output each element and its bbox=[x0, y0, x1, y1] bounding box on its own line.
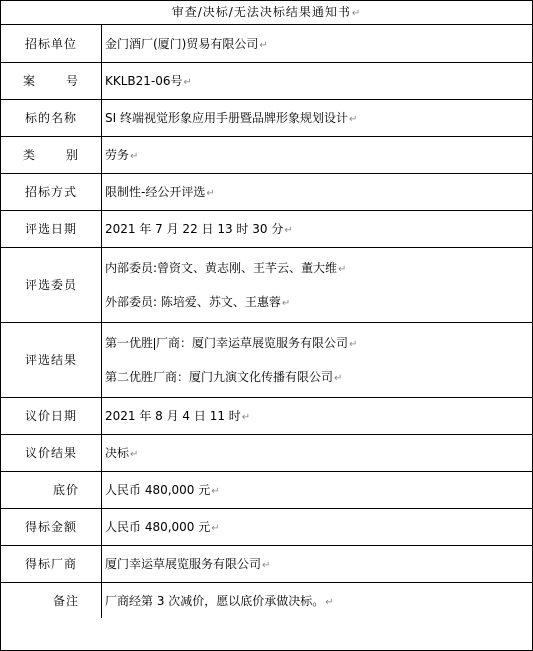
document-title-text: 审查/决标/无法决标结果通知书 bbox=[171, 5, 351, 19]
row-eval-date bbox=[1, 210, 532, 247]
committee-internal: 内部委员:曾资文、黄志刚、王芊云、董大维↵ bbox=[105, 261, 347, 275]
label-winner: 得标厂商 bbox=[1, 545, 102, 582]
paragraph-mark-icon: ↵ bbox=[130, 449, 139, 460]
paragraph-mark-icon: ↵ bbox=[211, 523, 220, 534]
paragraph-mark-icon: ↵ bbox=[211, 486, 220, 497]
value-award-amount: 人民币 480,000 元↵ bbox=[102, 508, 533, 545]
row-committee bbox=[1, 247, 532, 322]
result-first: 第一优胜 厂商：厦门幸运草展览服务有限公司↵ bbox=[105, 336, 358, 350]
label-method: 招标方式 bbox=[1, 173, 102, 210]
value-result bbox=[102, 322, 533, 397]
document-title bbox=[1, 1, 532, 25]
value-case-no: KKLB21-06号↵ bbox=[102, 62, 533, 99]
notice-table bbox=[1, 25, 532, 618]
result-second: 第二优胜厂商：厦门九演文化传播有限公司↵ bbox=[105, 370, 343, 384]
label-subject: 标的名称 bbox=[1, 99, 102, 136]
value-remark: 厂商经第 3 次减价，愿以底价承做决标。↵ bbox=[105, 593, 334, 608]
label-nego-date: 议价日期 bbox=[1, 397, 102, 434]
row-award-amount bbox=[1, 508, 532, 545]
value-base-price: 人民币 480,000 元↵ bbox=[102, 471, 533, 508]
paragraph-mark-icon: ↵ bbox=[206, 188, 215, 199]
value-nego-result: 决标↵ bbox=[102, 434, 533, 471]
paragraph-mark-icon: ↵ bbox=[338, 264, 347, 275]
row-method bbox=[1, 173, 532, 210]
row-result bbox=[1, 322, 532, 397]
label-committee: 评选委员 bbox=[1, 247, 102, 322]
paragraph-mark-icon: ↵ bbox=[262, 560, 271, 571]
paragraph-mark-icon: ↵ bbox=[334, 373, 343, 384]
paragraph-mark-icon: ↵ bbox=[130, 151, 139, 162]
committee-external: 外部委员: 陈培爱、苏文、王惠蓉↵ bbox=[105, 295, 291, 309]
paragraph-mark-icon: ↵ bbox=[349, 339, 358, 350]
label-result: 评选结果 bbox=[1, 322, 102, 397]
value-subject: SI 终端视觉形象应用手册暨品牌形象规划设计↵ bbox=[102, 99, 533, 136]
label-case-no: 案 号 bbox=[1, 62, 102, 99]
text-cursor-icon bbox=[154, 338, 155, 350]
label-nego-result: 议价结果 bbox=[1, 434, 102, 471]
label-remark: 备注 bbox=[1, 582, 102, 618]
paragraph-mark-icon: ↵ bbox=[348, 114, 358, 125]
label-award-amount: 得标金额 bbox=[1, 508, 102, 545]
value-bidder: 金门酒厂(厦门)贸易有限公司↵ bbox=[102, 25, 533, 62]
paragraph-mark-icon: ↵ bbox=[259, 39, 268, 51]
label-base-price: 底价 bbox=[1, 471, 102, 508]
row-base-price bbox=[1, 471, 532, 508]
label-eval-date: 评选日期 bbox=[1, 210, 102, 247]
paragraph-mark-icon: ↵ bbox=[281, 298, 291, 309]
label-bidder: 招标单位 bbox=[1, 25, 102, 62]
paragraph-mark-icon: ↵ bbox=[183, 77, 192, 88]
row-subject bbox=[1, 99, 532, 136]
label-category: 类 别 bbox=[1, 136, 102, 173]
row-category bbox=[1, 136, 532, 173]
paragraph-mark-icon: ↵ bbox=[284, 225, 293, 236]
row-nego-result bbox=[1, 434, 532, 471]
value-committee bbox=[102, 247, 533, 322]
row-case-no bbox=[1, 62, 532, 99]
value-winner: 厦门幸运草展览服务有限公司↵ bbox=[102, 545, 533, 582]
row-nego-date bbox=[1, 397, 532, 434]
row-winner bbox=[1, 545, 532, 582]
value-eval-date: 2021 年 7 月 22 日 13 时 30 分↵ bbox=[102, 210, 533, 247]
value-method: 限制性-经公开评选↵ bbox=[102, 173, 533, 210]
row-bidder bbox=[1, 25, 532, 62]
paragraph-mark-icon: ↵ bbox=[325, 596, 334, 608]
paragraph-mark-icon: ↵ bbox=[241, 412, 251, 423]
row-remark bbox=[1, 582, 532, 618]
value-nego-date: 2021 年 8 月 4 日 11 时↵ bbox=[102, 397, 533, 434]
paragraph-mark-icon: ↵ bbox=[351, 8, 362, 19]
value-category: 劳务↵ bbox=[102, 136, 533, 173]
